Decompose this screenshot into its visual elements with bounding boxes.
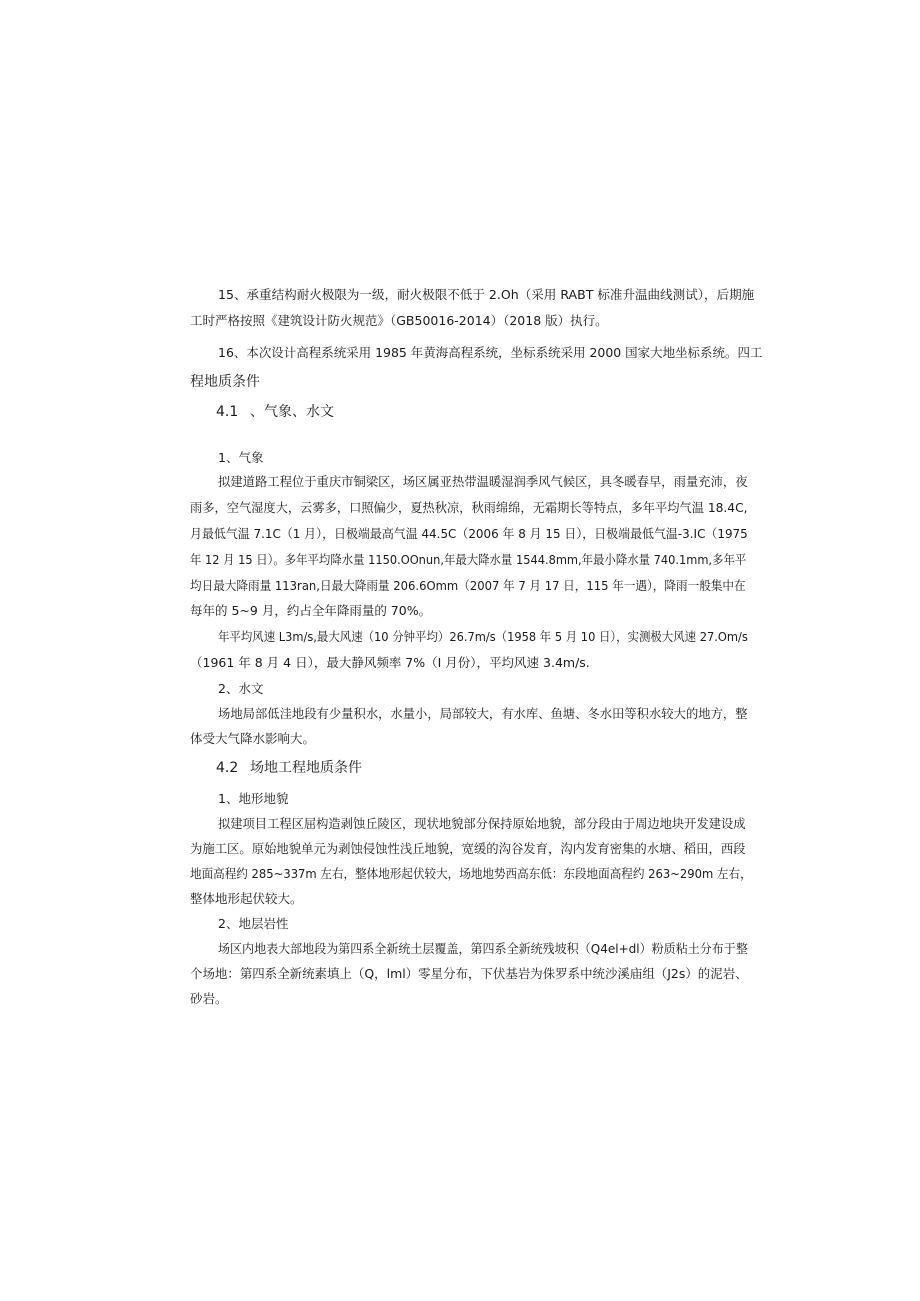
climate-line-1: 拟建道路工程位于重庆市铜梁区，场区属亚热带温暖湿润季风气候区，具冬暖春早，雨量充沛，夜 — [218, 474, 748, 489]
wind-line-2: （1961 年 8 月 4 日），最大静风频率 7%（I 月份），平均风速 3.4m/s. — [190, 655, 590, 670]
strata-line-3: 砂岩。 — [190, 991, 228, 1006]
strata-line-2: 个场地：第四系全新统素填上（Q，lml）零星分布，下伏基岩为侏罗系中统沙溪庙组（J2s）的泥岩、 — [190, 966, 748, 981]
wind-line-1: 年平均风速 L3m/s,最大风速（10 分钟平均）26.7m/s（1958 年 5 月 10 日），实测极大风速 27.Om/s — [218, 629, 748, 644]
climate-line-6: 每年的 5~9 月，约占全年降雨量的 70%。 — [190, 603, 432, 618]
climate-line-5: 均日最大降雨量 113ran,日最大降雨量 206.6Omm（2007 年 7 月 17 日，115 年一遇），降雨一般集中在 — [190, 578, 746, 593]
climate-line-4: 年 12 月 15 日）。多年平均降水量 1150.OOnun,年最大降水量 1544.8mm,年最小降水量 740.1mm,多年平 — [190, 552, 747, 567]
terrain-heading: 1、地形地貌 — [218, 791, 289, 806]
terrain-line-1: 拟建项目工程区屈构造剥蚀丘陵区，现状地貌部分保持原始地貌，部分段由于周边地块开发建设成 — [218, 816, 746, 831]
climate-line-3: 月最低气温 7.1C（1 月），日极端最高气温 44.5C（2006 年 8 月 15 日），日极端最低气温-3.IC（1975 — [190, 526, 748, 541]
paragraph-15-line-2: 工时严格按照《建筑设计防火规范》（GB50016-2014）（2018 版）执行。 — [190, 313, 608, 328]
climate-line-2: 雨多，空气湿度大，云雾多，口照偏少，夏热秋凉，秋雨绵绵，无霜期长等特点，多年平均气温 18.4C, — [190, 500, 748, 515]
strata-heading: 2、地层岩性 — [218, 916, 289, 931]
section-4-1-title: 、气象、水文 — [250, 404, 334, 420]
section-4-2-title: 场地工程地质条件 — [250, 760, 362, 776]
terrain-line-3: 地面高程约 285~337m 左右，整体地形起伏较大，场地地势西高东低：东段地面高程约 263~290m 左右， — [190, 866, 752, 881]
terrain-line-2: 为施工区。原始地貌单元为剥蚀侵蚀性浅丘地貌，宽缓的沟谷发育，沟内发育密集的水塘、稻田，西段 — [190, 841, 746, 856]
terrain-line-4: 整体地形起伏较大。 — [190, 891, 303, 906]
hydrology-line-1: 场地局部低洼地段有少量积水，水量小，局部较大，有水库、鱼塘、冬水田等积水较大的地方，整 — [218, 706, 748, 721]
paragraph-16-line-1: 16、本次设计高程系统采用 1985 年黄海高程系统，坐标系统采用 2000 国家大地坐标系统。四工 — [218, 345, 763, 360]
weather-heading: 1、气象 — [218, 450, 264, 465]
section-4-title: 程地质条件 — [190, 374, 260, 390]
section-4-1-number: 4.1 — [216, 404, 239, 420]
strata-line-1: 场区内地表大部地段为第四系全新统土层覆盖，第四系全新统残坡积（Q4el+dl）粉质粘土分布于整 — [218, 941, 748, 956]
hydrology-line-2: 体受大气降水影响大。 — [190, 731, 316, 746]
paragraph-15-line-1: 15、承重结构耐火极限为一级，耐火极限不低于 2.Oh（采用 RABT 标准升温曲线测试），后期施 — [218, 287, 755, 302]
hydrology-heading: 2、水文 — [218, 681, 264, 696]
section-4-2-number: 4.2 — [216, 760, 239, 776]
